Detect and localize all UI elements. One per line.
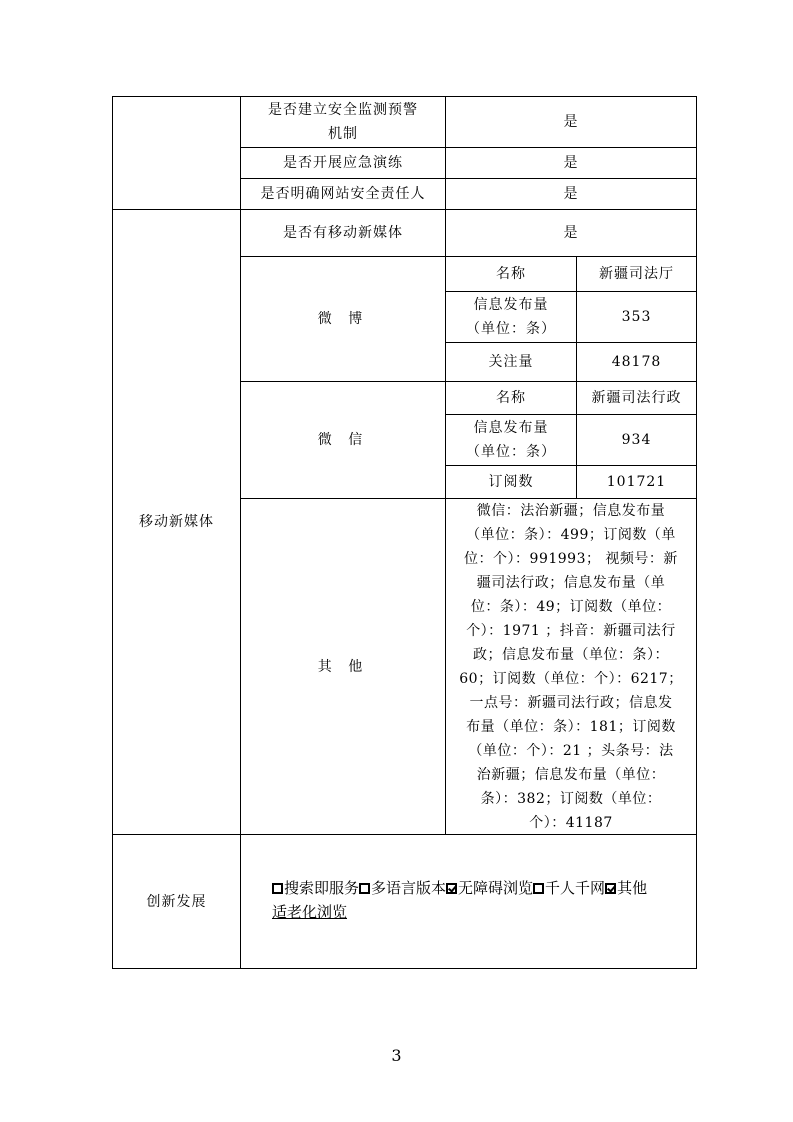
option-other[interactable]: 其他 bbox=[605, 879, 647, 897]
weibo-name-label: 名称 bbox=[496, 266, 526, 282]
mobile-media-section-label: 移动新媒体 bbox=[139, 514, 214, 530]
checkbox-checked-icon[interactable] bbox=[605, 883, 616, 894]
wechat-label: 微 信 bbox=[317, 432, 369, 448]
checkbox-checked-icon[interactable] bbox=[446, 883, 457, 894]
weibo-label: 微 博 bbox=[317, 311, 369, 327]
emergency-drill-value: 是 bbox=[563, 155, 579, 171]
option-personalized[interactable]: 千人千网 bbox=[533, 879, 605, 897]
option-accessible-browsing[interactable]: 无障碍浏览 bbox=[446, 879, 533, 897]
security-monitoring-label: 是否建立安全监测预警 机制 bbox=[268, 102, 418, 142]
innovation-options bbox=[272, 876, 692, 924]
innovation-label: 创新发展 bbox=[146, 893, 207, 910]
weibo-posts-label: 信息发布量 （单位：条） bbox=[466, 297, 556, 337]
security-officer-label: 是否明确网站安全责任人 bbox=[260, 186, 426, 202]
security-monitoring-value: 是 bbox=[563, 114, 579, 130]
other-media-label: 其 他 bbox=[317, 658, 369, 675]
weibo-posts-value: 353 bbox=[621, 309, 652, 325]
has-mobile-media-value: 是 bbox=[563, 225, 579, 241]
wechat-subscribers-value: 101721 bbox=[606, 474, 667, 490]
has-mobile-media-label: 是否有移动新媒体 bbox=[283, 225, 403, 241]
innovation-other-text: 适老化浏览 bbox=[272, 903, 348, 921]
checkbox-unchecked-icon[interactable] bbox=[533, 883, 544, 894]
weibo-name-value: 新疆司法厅 bbox=[599, 266, 674, 282]
other-media-details: 微信：法治新疆；信息发布量 （单位：条）：499；订阅数（单 位：个）：991993； 视频号：新 疆司法行政；信息发布量（单 位：条）：49；订阅数（单位： 个）：1971 ；抖音：新疆司法行 政；信息发布量（单位：条）： 60；订阅数（单位：个）：6217； 一点号：新疆司法行政；信息发 布量（单位：条）：181；订阅数 （单位：个）：21 ；头条号：法 治新疆；信息发布量（单位： 条）：382；订阅数（单位： 个）：41187 bbox=[459, 502, 683, 831]
page-number: 3 bbox=[391, 1046, 402, 1065]
checkbox-unchecked-icon[interactable] bbox=[359, 883, 370, 894]
wechat-posts-label: 信息发布量 （单位：条） bbox=[466, 420, 556, 460]
wechat-name-value: 新疆司法行政 bbox=[591, 390, 682, 406]
wechat-posts-value: 934 bbox=[621, 432, 652, 448]
weibo-followers-value: 48178 bbox=[611, 354, 662, 370]
option-search-as-service[interactable]: 搜索即服务 bbox=[272, 879, 359, 897]
emergency-drill-label: 是否开展应急演练 bbox=[283, 155, 403, 171]
wechat-subscribers-label: 订阅数 bbox=[488, 474, 534, 490]
weibo-followers-label: 关注量 bbox=[488, 354, 534, 370]
checkbox-unchecked-icon[interactable] bbox=[272, 883, 283, 894]
wechat-name-label: 名称 bbox=[496, 390, 526, 406]
security-officer-value: 是 bbox=[563, 186, 579, 202]
option-multilingual[interactable]: 多语言版本 bbox=[359, 879, 446, 897]
